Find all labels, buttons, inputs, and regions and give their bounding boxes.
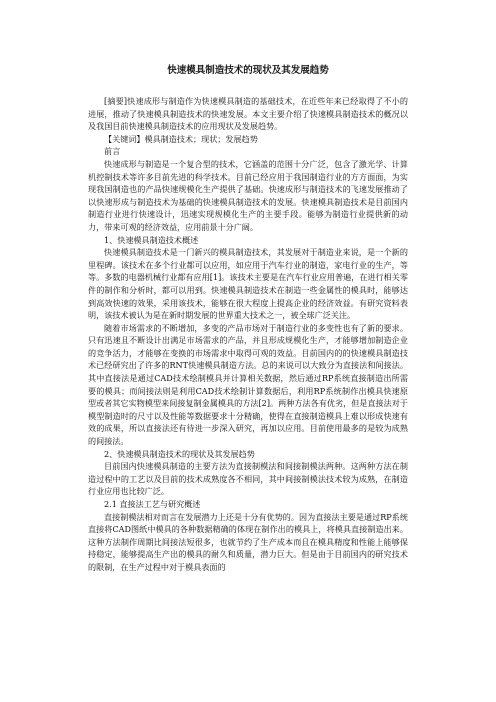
- keywords-line: 【关键词】模具制造技术；现状；发展趋势: [104, 133, 258, 144]
- preface-paragraph: 快速成形与制造是一个复合型的技术，它涵盖的范围十分广泛，包含了激光学、计算机控制技术等许多目前先进的科学技术。目前已经应用于我国制造行业的方方面面，为实现我国制造也的产品快速规模化生产提供了基础。快速成形与制造技术的飞速发展推动了以快速形成与制造技术为基础的快速模具制造技术的发展。快速模具制造技术是目前国内制造行业进行快速设计，迅速实现规模化生产的主要手段。能够为制造行业提供新的动力，带来可观的经济效益，应用前景十分广阔。: [88, 158, 408, 232]
- article-body: [88, 64, 408, 574]
- preface-heading: 前言: [104, 146, 121, 157]
- section-2-heading: 2、快速模具制造技术的现状及其发展趋势: [104, 448, 255, 459]
- section-1-paragraph-1: 快速模具制造技术是一门新兴的模具制造技术，其发展对于制造业来说，是一个新的里程碑。该技术在多个行业都可以应用，如应用于汽车行业的制造，家电行业的生产，等等。多数的电器机械行业都有应用[1]。该技术主要是在汽车行业应用普遍，在进行相关零件的制作和分析时，都可以用到。快速模具制造技术在制造一些金属性的模具时，能够达到高效快速的效果，采用该技术，能够在很大程度上提高企业的经济效益。有研究资料表明，该技术被认为是在新时期发展的世界重大技术之一，被全球广泛关注。: [88, 247, 408, 321]
- section-1-heading: 1、快速模具制造技术概述: [104, 234, 199, 245]
- section-2-1-heading: 2.1 直接法工艺与研究概述: [104, 499, 201, 509]
- abstract-paragraph: [摘要]快速成形与制造作为快速模具制造的基础技术，在近些年来已经取得了不小的进展，推动了快速模具制造技术的快速发展。本文主要介绍了快速模具制造技术的概况以及我国目前快速模具制造技术的应用现状及发展趋势。: [88, 96, 408, 132]
- article-title: 快速模具制造技术的现状及其发展趋势: [167, 65, 329, 76]
- section-2-paragraph-1: 目前国内快速模具制造的主要方法为直接制模法和间接制模法两种。这两种方法在制造过程中的工艺以及目前的技术成熟度各不相同，其中间接制模法技术较为成熟，在制造行业应用也比较广泛。: [88, 461, 408, 497]
- section-2-1-paragraph-1: 直接制模法相对而言在发展潜力上还是十分有优势的。因为直接法主要是通过RP系统直接将CAD图纸中模具的各种数据精确的体现在制作出的模具上，将模具直接制造出来。这种方法制作周期比间接法短很多，也就节约了生产成本而且在模具精度和性能上能够保持稳定，能够提高生产出的模具的耐久和质量，潜力巨大。但是由于目前国内的研究技术的限制，在生产过程中对于模具表面的: [88, 511, 408, 572]
- section-1-paragraph-2: 随着市场需求的不断增加，多变的产品市场对于制造行业的多变性也有了新的要求。只有迅速且不断设计出满足市场需求的产品，并且形成规模化生产，才能够增加制造企业的竞争活力，才能够在变换的市场需求中取得可观的效益。目前国内的的快速模具制造技术已经研究出了许多的RNT快速模具制造方法。总的来说可以大致分为直接法和间接法。其中直接法是通过CAD技术绘制模具并计算相关数据，然后通过RP系统直接制造出所需要的模具；而间接法则是利用CAD技术绘制计算数据后，利用RP系统制作出模具快速原型或者其它实物模型来间接复制金属模具的方法[2]。两种方法各有优劣，但是直接法对于模型制造时的尺寸以及性能等数据要求十分精确，使得在直接制造模具上难以形成快速有效的成果，所以直接法还有待进一步深入研究，再加以应用。目前使用最多的是较为成熟的间接法。: [88, 322, 408, 447]
